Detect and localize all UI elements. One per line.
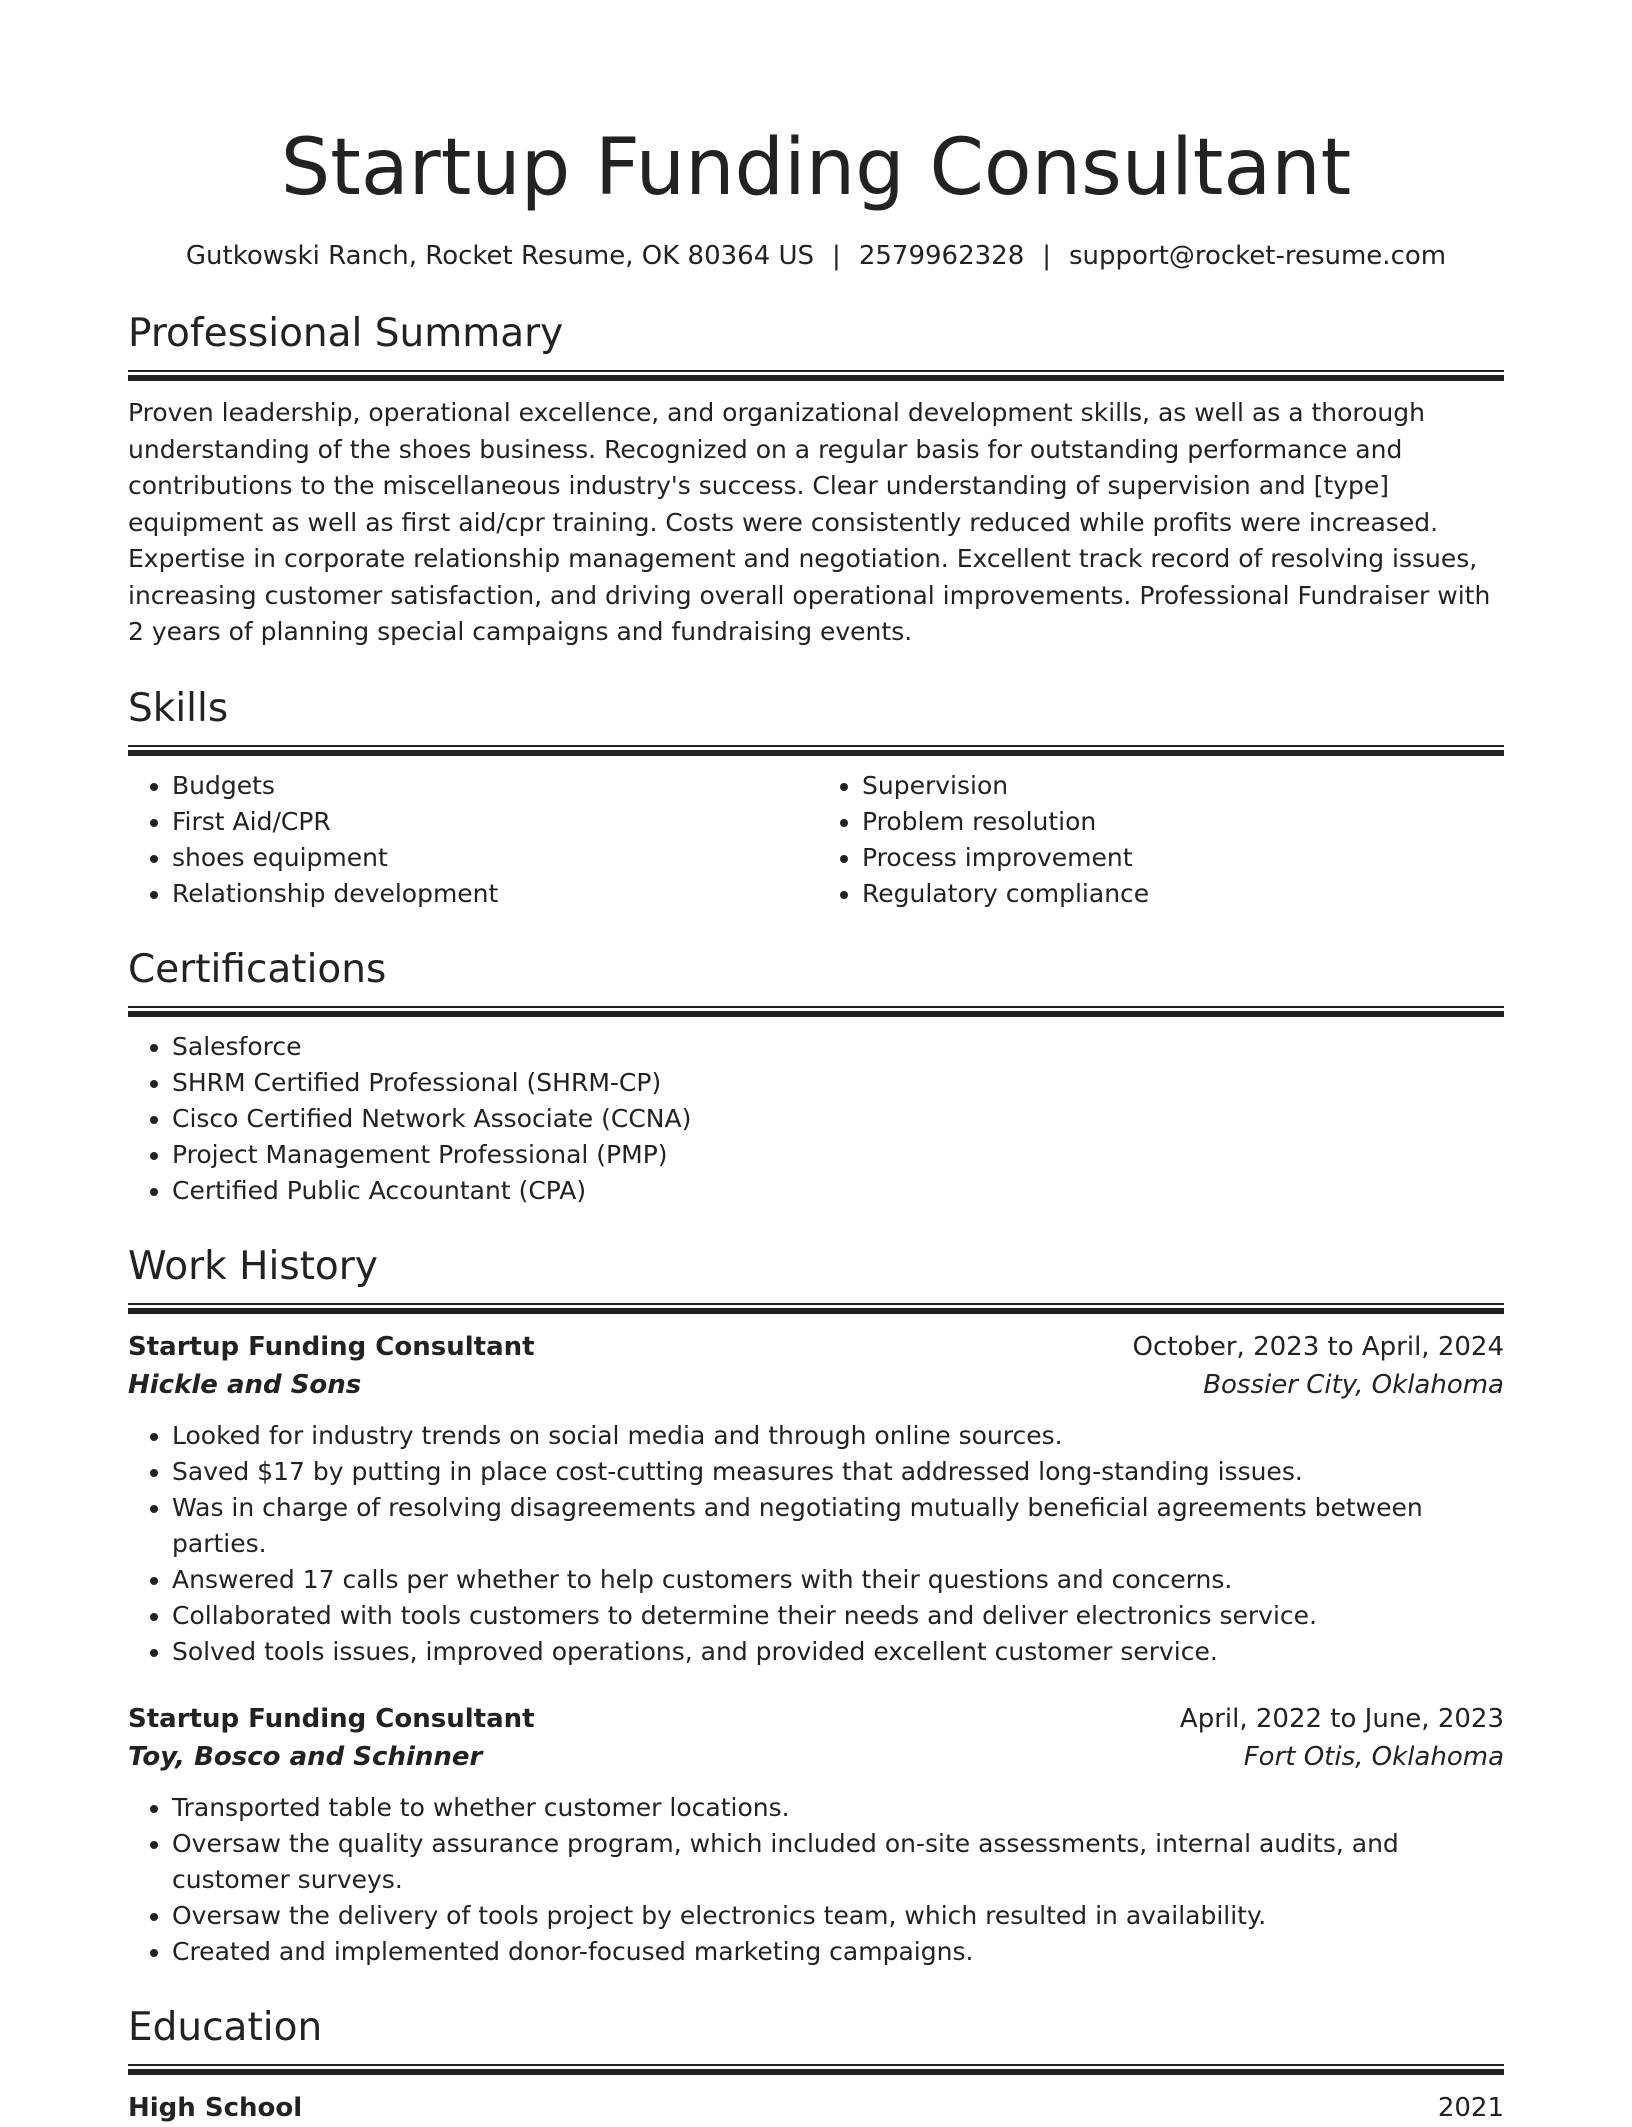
skill-item: • Supervision [862, 768, 1504, 804]
section-certifications [128, 946, 1504, 1209]
job-location: Bossier City, Oklahoma [1203, 1369, 1504, 1400]
certification-item: • Salesforce [172, 1029, 1504, 1065]
skill-item: • Process improvement [862, 840, 1504, 876]
job-company-row [128, 1738, 1504, 1776]
skill-item: • Budgets [172, 768, 816, 804]
section-title-certifications: Certifications [128, 946, 387, 992]
education-degree: High School [128, 2092, 303, 2123]
job-entry [128, 1700, 1504, 1970]
skills-list-right [816, 768, 1504, 912]
section-summary [128, 310, 1504, 651]
contact-email: support@rocket-resume.com [1069, 241, 1447, 271]
job-entry [128, 1328, 1504, 1670]
skill-item: • First Aid/CPR [172, 804, 816, 840]
job-company-row [128, 1366, 1504, 1404]
job-bullet: • Solved tools issues, improved operations, and provided excellent customer service. [172, 1634, 1504, 1670]
job-bullet: • Was in charge of resolving disagreements and negotiating mutually beneficial agreements between parties. [172, 1490, 1504, 1562]
job-bullet: • Oversaw the delivery of tools project by electronics team, which resulted in availability. [172, 1898, 1504, 1934]
skills-grid [128, 768, 1504, 912]
skill-item: • Problem resolution [862, 804, 1504, 840]
section-education [128, 2004, 1504, 2127]
section-title-summary: Professional Summary [128, 311, 564, 356]
job-header-row [128, 1328, 1504, 1366]
skills-list-left [128, 768, 816, 912]
job-bullets [128, 1418, 1504, 1670]
certification-item: • Certified Public Accountant (CPA) [172, 1173, 1504, 1209]
job-title: Startup Funding Consultant [128, 1703, 535, 1734]
contact-address: Gutkowski Ranch, Rocket Resume, OK 80364 US [185, 241, 815, 271]
resume-name: Startup Funding Consultant [280, 123, 1352, 213]
job-bullet: • Oversaw the quality assurance program, which included on-site assessments, internal audits, and customer surveys. [172, 1826, 1504, 1898]
job-bullet: • Looked for industry trends on social media and through online sources. [172, 1418, 1504, 1454]
section-divider [128, 370, 1504, 381]
job-dates: October, 2023 to April, 2024 [1132, 1331, 1504, 1362]
job-title: Startup Funding Consultant [128, 1331, 535, 1362]
contact-line [128, 238, 1504, 274]
section-skills [128, 685, 1504, 912]
education-row [128, 2089, 1504, 2127]
job-location: Fort Otis, Oklahoma [1243, 1741, 1504, 1772]
job-bullet: • Transported table to whether customer locations. [172, 1790, 1504, 1826]
job-bullet: • Answered 17 calls per whether to help customers with their questions and concerns. [172, 1562, 1504, 1598]
section-title-work-history: Work History [128, 1243, 378, 1289]
job-company: Toy, Bosco and Schinner [128, 1741, 483, 1772]
job-bullet: • Saved $17 by putting in place cost-cutting measures that addressed long-standing issues. [172, 1454, 1504, 1490]
section-divider [128, 1006, 1504, 1017]
job-bullet: • Created and implemented donor-focused marketing campaigns. [172, 1934, 1504, 1970]
job-bullets [128, 1790, 1504, 1970]
section-title-skills: Skills [128, 685, 229, 731]
section-divider [128, 745, 1504, 756]
section-title-education: Education [128, 2004, 323, 2050]
contact-separator: | [832, 241, 841, 271]
job-header-row [128, 1700, 1504, 1738]
summary-text: Proven leadership, operational excellence, and organizational development skills, as well as a thorough understanding of the shoes business. Recognized on a regular basis for outstanding performance and contributions to the miscellaneous industry's success. Clear understanding of supervision and [type] equipment as well as first aid/cpr training. Costs were consistently reduced while profits were increased. Expertise in corporate relationship management and negotiation. Excellent track record of resolving issues, increasing customer satisfaction, and driving overall operational improvements. Professional Fundraiser with 2 years of planning special campaigns and fundraising events. [128, 398, 1491, 646]
section-divider [128, 1303, 1504, 1314]
certifications-list [128, 1029, 1504, 1209]
skill-item: • shoes equipment [172, 840, 816, 876]
section-work-history [128, 1243, 1504, 1970]
certification-item: • SHRM Certified Professional (SHRM-CP) [172, 1065, 1504, 1101]
job-dates: April, 2022 to June, 2023 [1179, 1703, 1504, 1734]
skill-item: • Relationship development [172, 876, 816, 912]
job-company: Hickle and Sons [128, 1369, 362, 1400]
job-bullet: • Collaborated with tools customers to determine their needs and deliver electronics service. [172, 1598, 1504, 1634]
certification-item: • Cisco Certified Network Associate (CCNA) [172, 1101, 1504, 1137]
section-divider [128, 2064, 1504, 2075]
contact-phone: 2579962328 [858, 241, 1025, 271]
skill-item: • Regulatory compliance [862, 876, 1504, 912]
contact-separator: | [1042, 241, 1051, 271]
certification-item: • Project Management Professional (PMP) [172, 1137, 1504, 1173]
education-year: 2021 [1437, 2092, 1504, 2123]
